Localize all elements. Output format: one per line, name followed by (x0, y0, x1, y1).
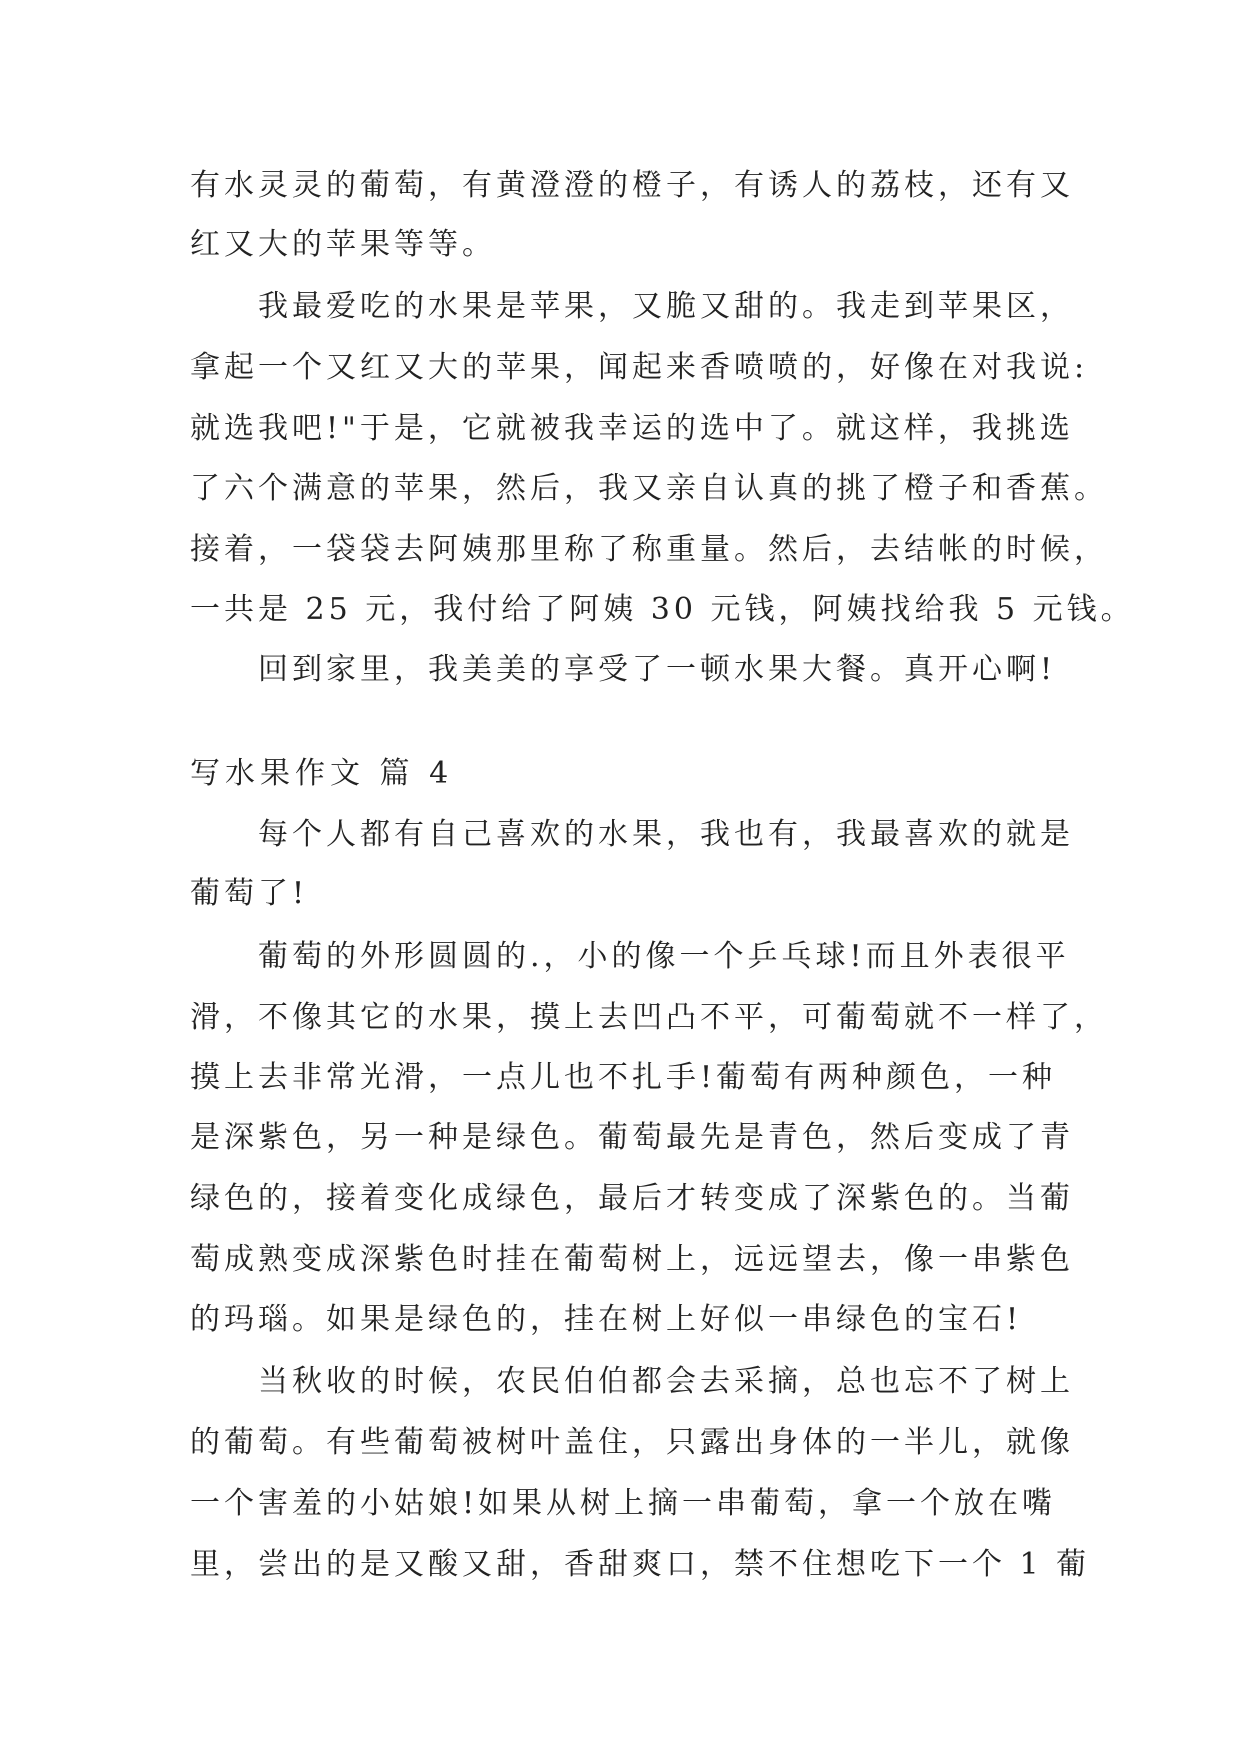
paragraph-first-line: 我最爱吃的水果是苹果，又脆又甜的。我走到苹果区， (258, 289, 1074, 324)
body-text-line: 摸上去非常光滑，一点儿也不扎手!葡萄有两种颜色，一种 (190, 1060, 1057, 1095)
body-text-line: 滑，不像其它的水果，摸上去凹凸不平，可葡萄就不一样了， (190, 1000, 1108, 1035)
body-text-line: 萄成熟变成深紫色时挂在葡萄树上，远远望去，像一串紫色 (190, 1242, 1074, 1277)
body-text-line: 就选我吧!"于是，它就被我幸运的选中了。就这样，我挑选 (190, 411, 1074, 446)
paragraph-first-line: 回到家里，我美美的享受了一顿水果大餐。真开心啊! (258, 652, 1057, 687)
body-text-line: 拿起一个又红又大的苹果，闻起来香喷喷的，好像在对我说: (190, 350, 1089, 385)
body-text-line: 一共是 25 元，我付给了阿姨 30 元钱，阿姨找给我 5 元钱。 (190, 592, 1135, 627)
body-text-line: 接着，一袋袋去阿姨那里称了称重量。然后，去结帐的时候， (190, 532, 1108, 567)
body-text-line: 是深紫色，另一种是绿色。葡萄最先是青色，然后变成了青 (190, 1120, 1074, 1155)
body-text-line: 绿色的，接着变化成绿色，最后才转变成了深紫色的。当葡 (190, 1181, 1074, 1216)
section-heading: 写水果作文 篇 4 (190, 756, 454, 791)
body-text-line: 有水灵灵的葡萄，有黄澄澄的橙子，有诱人的荔枝，还有又 (190, 168, 1074, 203)
paragraph-first-line: 葡萄的外形圆圆的.，小的像一个乒乓球!而且外表很平 (258, 939, 1070, 974)
body-text-line: 的葡萄。有些葡萄被树叶盖住，只露出身体的一半儿，就像 (190, 1425, 1074, 1460)
paragraph-first-line: 每个人都有自己喜欢的水果，我也有，我最喜欢的就是 (258, 817, 1074, 852)
paragraph-first-line: 当秋收的时候，农民伯伯都会去采摘，总也忘不了树上 (258, 1364, 1074, 1399)
body-text-line: 葡萄了! (190, 876, 309, 911)
body-text-line: 一个害羞的小姑娘!如果从树上摘一串葡萄，拿一个放在嘴 (190, 1486, 1057, 1521)
body-text-line: 了六个满意的苹果，然后，我又亲自认真的挑了橙子和香蕉。 (190, 471, 1108, 506)
body-text-line: 红又大的苹果等等。 (190, 227, 496, 262)
body-text-line: 的玛瑙。如果是绿色的，挂在树上好似一串绿色的宝石! (190, 1302, 1023, 1337)
body-text-line: 里，尝出的是又酸又甜，香甜爽口，禁不住想吃下一个 1 葡 (190, 1547, 1091, 1582)
